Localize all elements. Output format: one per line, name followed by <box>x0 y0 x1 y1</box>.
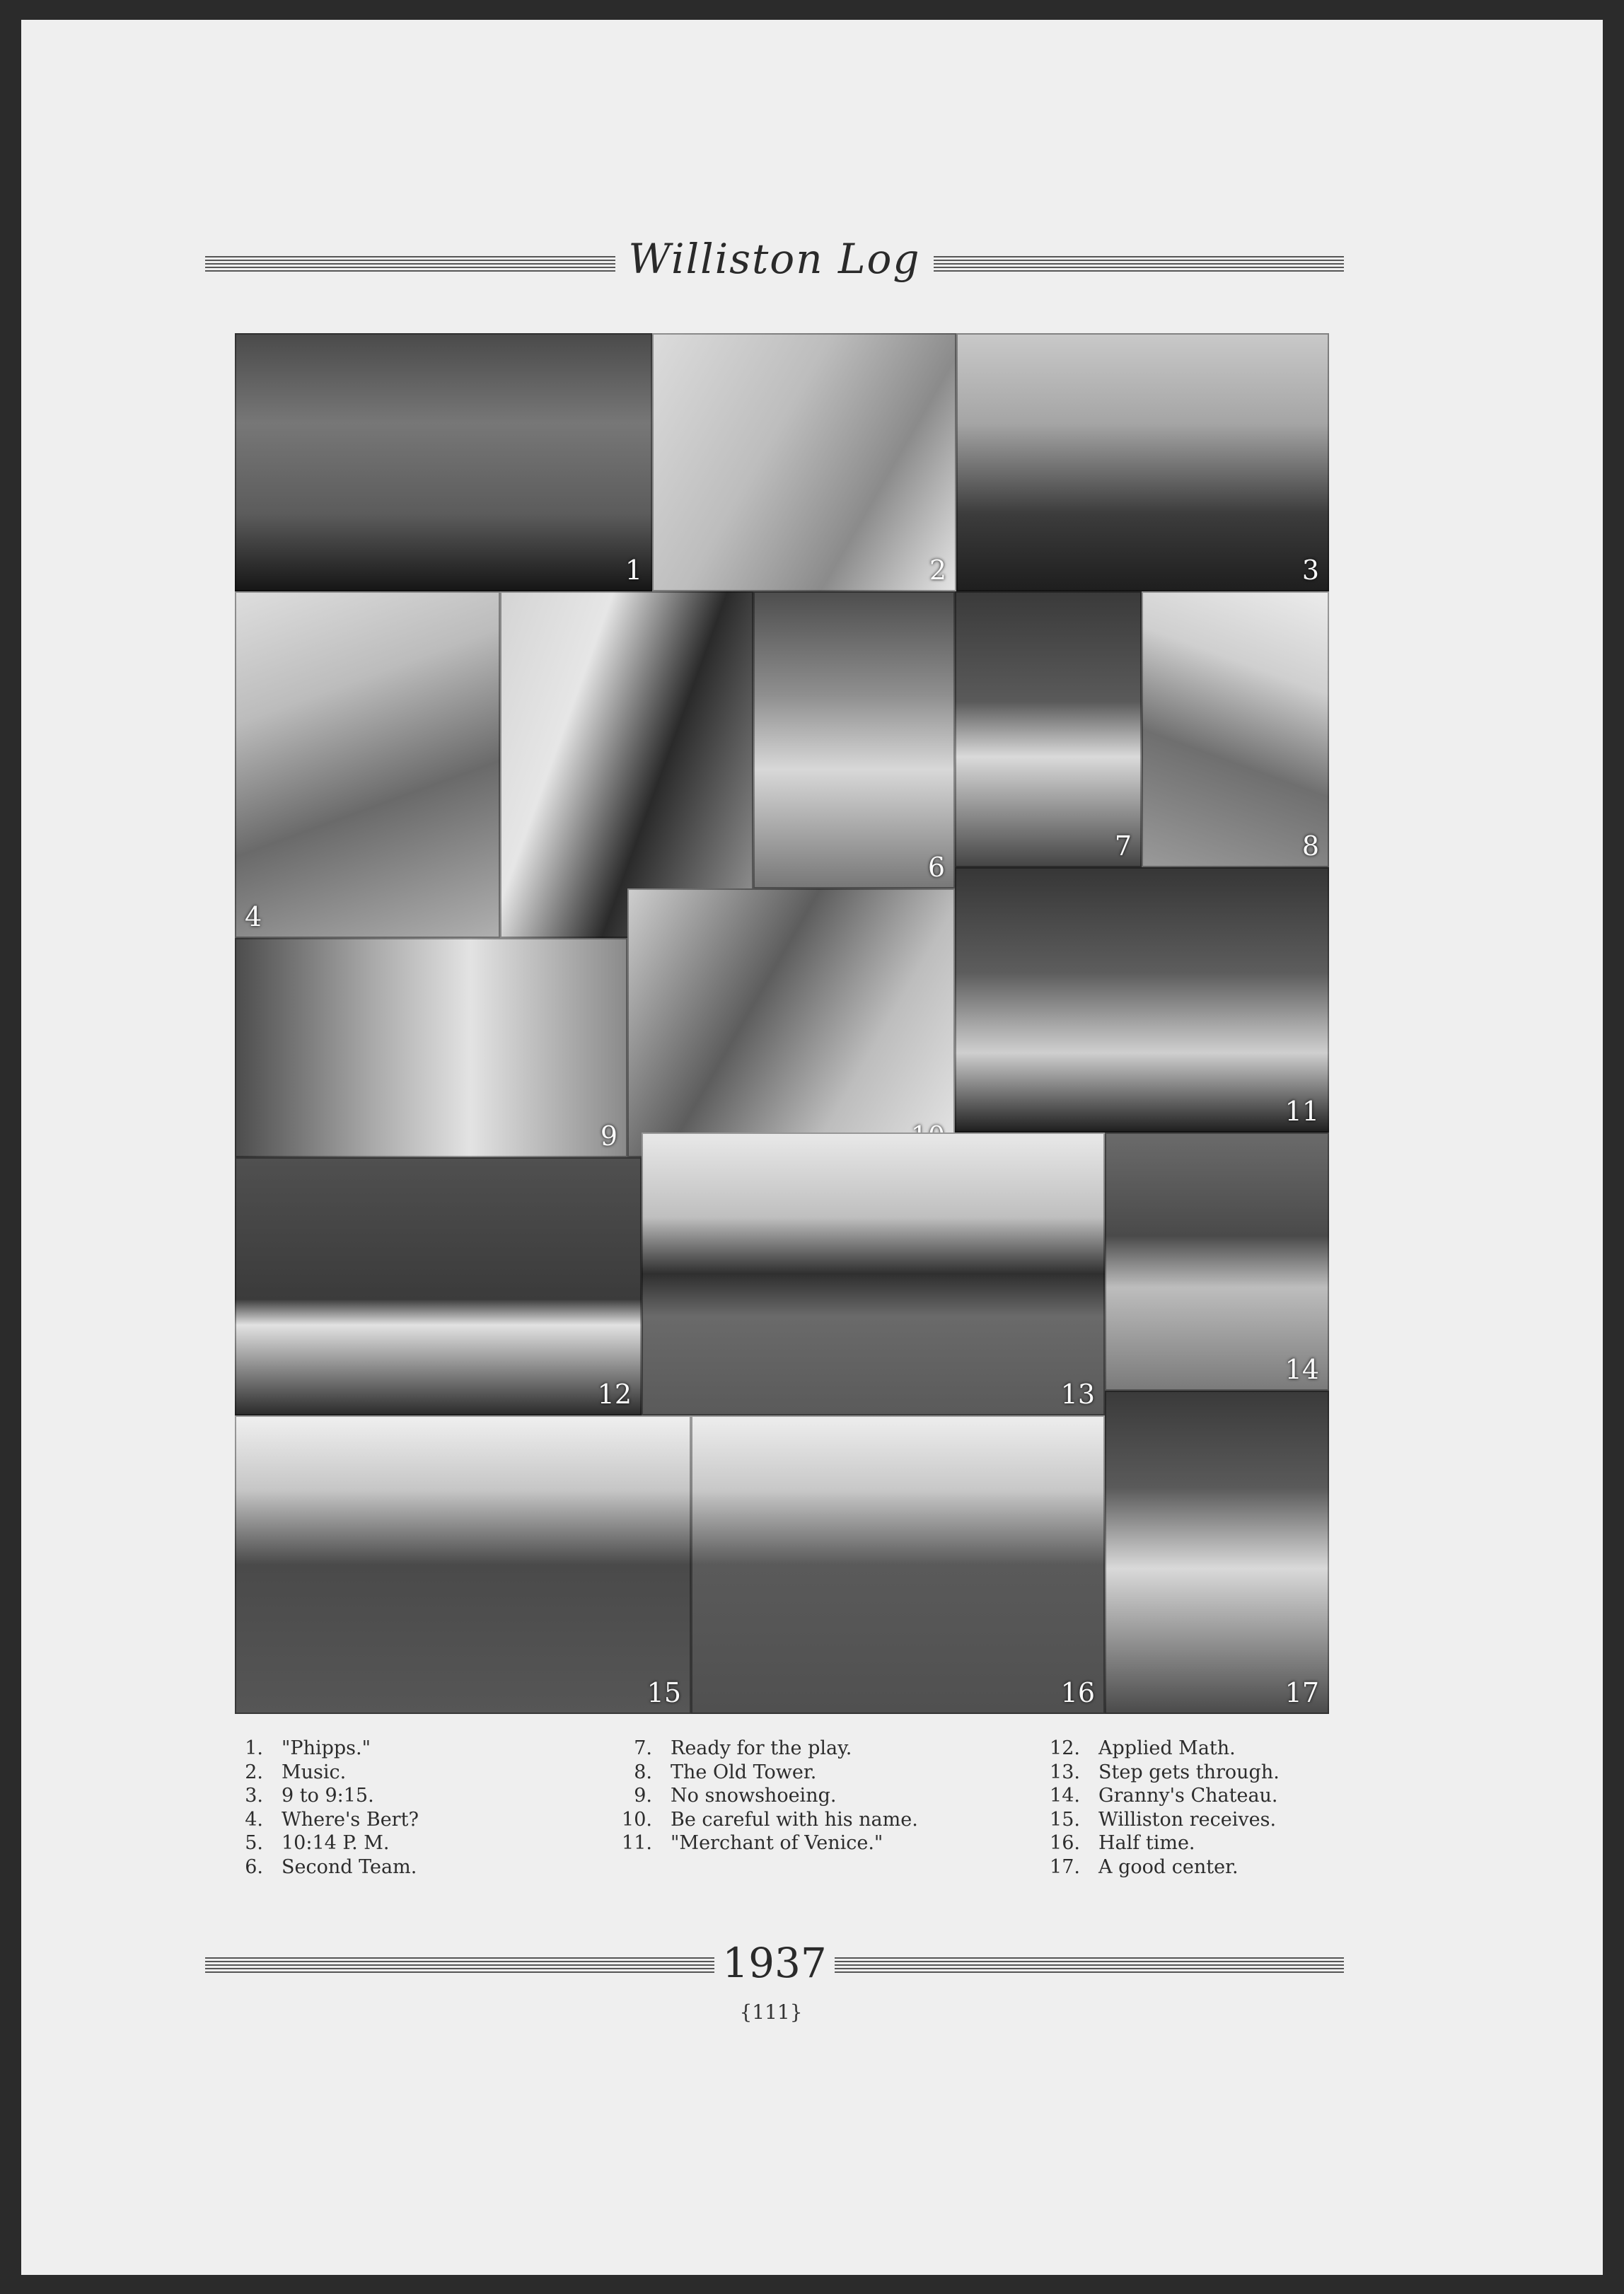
caption-text: No snowshoeing. <box>671 1785 837 1807</box>
caption-number: 5. <box>245 1832 263 1854</box>
caption-number: 9. <box>634 1785 652 1807</box>
photo-15 <box>235 1415 691 1714</box>
caption-number: 13. <box>1050 1761 1080 1783</box>
photo-number: 4 <box>245 901 262 932</box>
caption-item <box>219 1831 419 1855</box>
photo-collage <box>235 333 1329 1714</box>
photo-number: 7 <box>1114 830 1132 862</box>
photo-number: 15 <box>646 1677 681 1708</box>
photo-12 <box>235 1157 642 1415</box>
caption-text: 9 to 9:15. <box>282 1785 374 1807</box>
page-footer <box>205 1939 1344 1998</box>
caption-item <box>1036 1761 1280 1785</box>
caption-item <box>219 1855 419 1879</box>
photo-16 <box>691 1415 1105 1714</box>
photo-number: 8 <box>1301 830 1319 862</box>
caption-text: Ready for the play. <box>671 1737 852 1759</box>
header-rule-left <box>205 256 615 272</box>
photo-10 <box>627 888 955 1157</box>
footer-rule-left <box>205 1957 714 1973</box>
footer-rule-right <box>835 1957 1344 1973</box>
page-header <box>205 233 1344 290</box>
caption-text: Where's Bert? <box>282 1808 419 1831</box>
caption-number: 2. <box>245 1761 263 1783</box>
photo-3 <box>956 333 1329 591</box>
caption-text: Half time. <box>1098 1832 1195 1854</box>
caption-number: 16. <box>1050 1832 1080 1854</box>
photo-2 <box>652 333 956 591</box>
photo-number: 6 <box>927 852 945 883</box>
caption-text: Second Team. <box>282 1855 417 1878</box>
photo-number: 14 <box>1284 1354 1319 1385</box>
caption-item <box>608 1737 918 1761</box>
header-rule-right <box>934 256 1344 272</box>
photo-number: 9 <box>600 1120 617 1152</box>
caption-number: 7. <box>634 1737 652 1759</box>
caption-text: Applied Math. <box>1098 1737 1236 1759</box>
photo-9 <box>235 938 627 1157</box>
caption-item <box>1036 1855 1280 1879</box>
caption-number: 1. <box>245 1737 263 1759</box>
caption-item <box>1036 1808 1280 1832</box>
caption-item <box>1036 1831 1280 1855</box>
caption-number: 3. <box>245 1785 263 1807</box>
caption-column-3 <box>1036 1737 1280 1879</box>
photo-6 <box>753 591 955 888</box>
caption-number: 15. <box>1050 1808 1080 1831</box>
page-title: Williston Log <box>628 235 921 283</box>
photo-number: 17 <box>1284 1677 1319 1708</box>
caption-text: "Phipps." <box>282 1737 371 1759</box>
photo-7 <box>955 591 1142 867</box>
photo-17 <box>1105 1391 1329 1714</box>
caption-text: "Merchant of Venice." <box>671 1832 883 1854</box>
caption-text: The Old Tower. <box>671 1761 817 1783</box>
caption-item <box>608 1831 918 1855</box>
photo-number: 13 <box>1060 1379 1095 1410</box>
page-number: {111} <box>739 2000 803 2024</box>
caption-text: Music. <box>282 1761 347 1783</box>
photo-13 <box>642 1132 1105 1415</box>
photo-11 <box>955 867 1329 1132</box>
caption-number: 14. <box>1050 1785 1080 1807</box>
caption-number: 6. <box>245 1855 263 1878</box>
caption-text: 10:14 P. M. <box>282 1832 390 1854</box>
photo-14 <box>1105 1132 1329 1391</box>
caption-number: 8. <box>634 1761 652 1783</box>
photo-number: 1 <box>625 555 642 586</box>
caption-item <box>219 1761 419 1785</box>
photo-number: 2 <box>929 555 946 586</box>
photo-5 <box>500 591 753 938</box>
photo-8 <box>1142 591 1329 867</box>
caption-text: A good center. <box>1098 1855 1239 1878</box>
caption-item <box>608 1761 918 1785</box>
caption-column-2 <box>608 1737 918 1855</box>
caption-item <box>608 1808 918 1832</box>
caption-item <box>219 1784 419 1808</box>
caption-text: Granny's Chateau. <box>1098 1785 1278 1807</box>
caption-column-1 <box>219 1737 419 1879</box>
caption-number: 4. <box>245 1808 263 1831</box>
caption-number: 10. <box>622 1808 652 1831</box>
caption-item <box>1036 1784 1280 1808</box>
caption-number: 11. <box>622 1832 652 1854</box>
photo-number: 16 <box>1060 1677 1095 1708</box>
yearbook-year: 1937 <box>722 1939 827 1987</box>
caption-item <box>219 1808 419 1832</box>
photo-4 <box>235 591 500 938</box>
caption-text: Be careful with his name. <box>671 1808 918 1831</box>
caption-item <box>608 1784 918 1808</box>
photo-number: 12 <box>597 1379 632 1410</box>
photo-1 <box>235 333 652 591</box>
caption-text: Step gets through. <box>1098 1761 1280 1783</box>
caption-text: Williston receives. <box>1098 1808 1277 1831</box>
caption-item <box>219 1737 419 1761</box>
caption-item <box>1036 1737 1280 1761</box>
photo-number: 3 <box>1301 555 1319 586</box>
photo-number: 11 <box>1284 1096 1319 1127</box>
caption-number: 17. <box>1050 1855 1080 1878</box>
caption-number: 12. <box>1050 1737 1080 1759</box>
